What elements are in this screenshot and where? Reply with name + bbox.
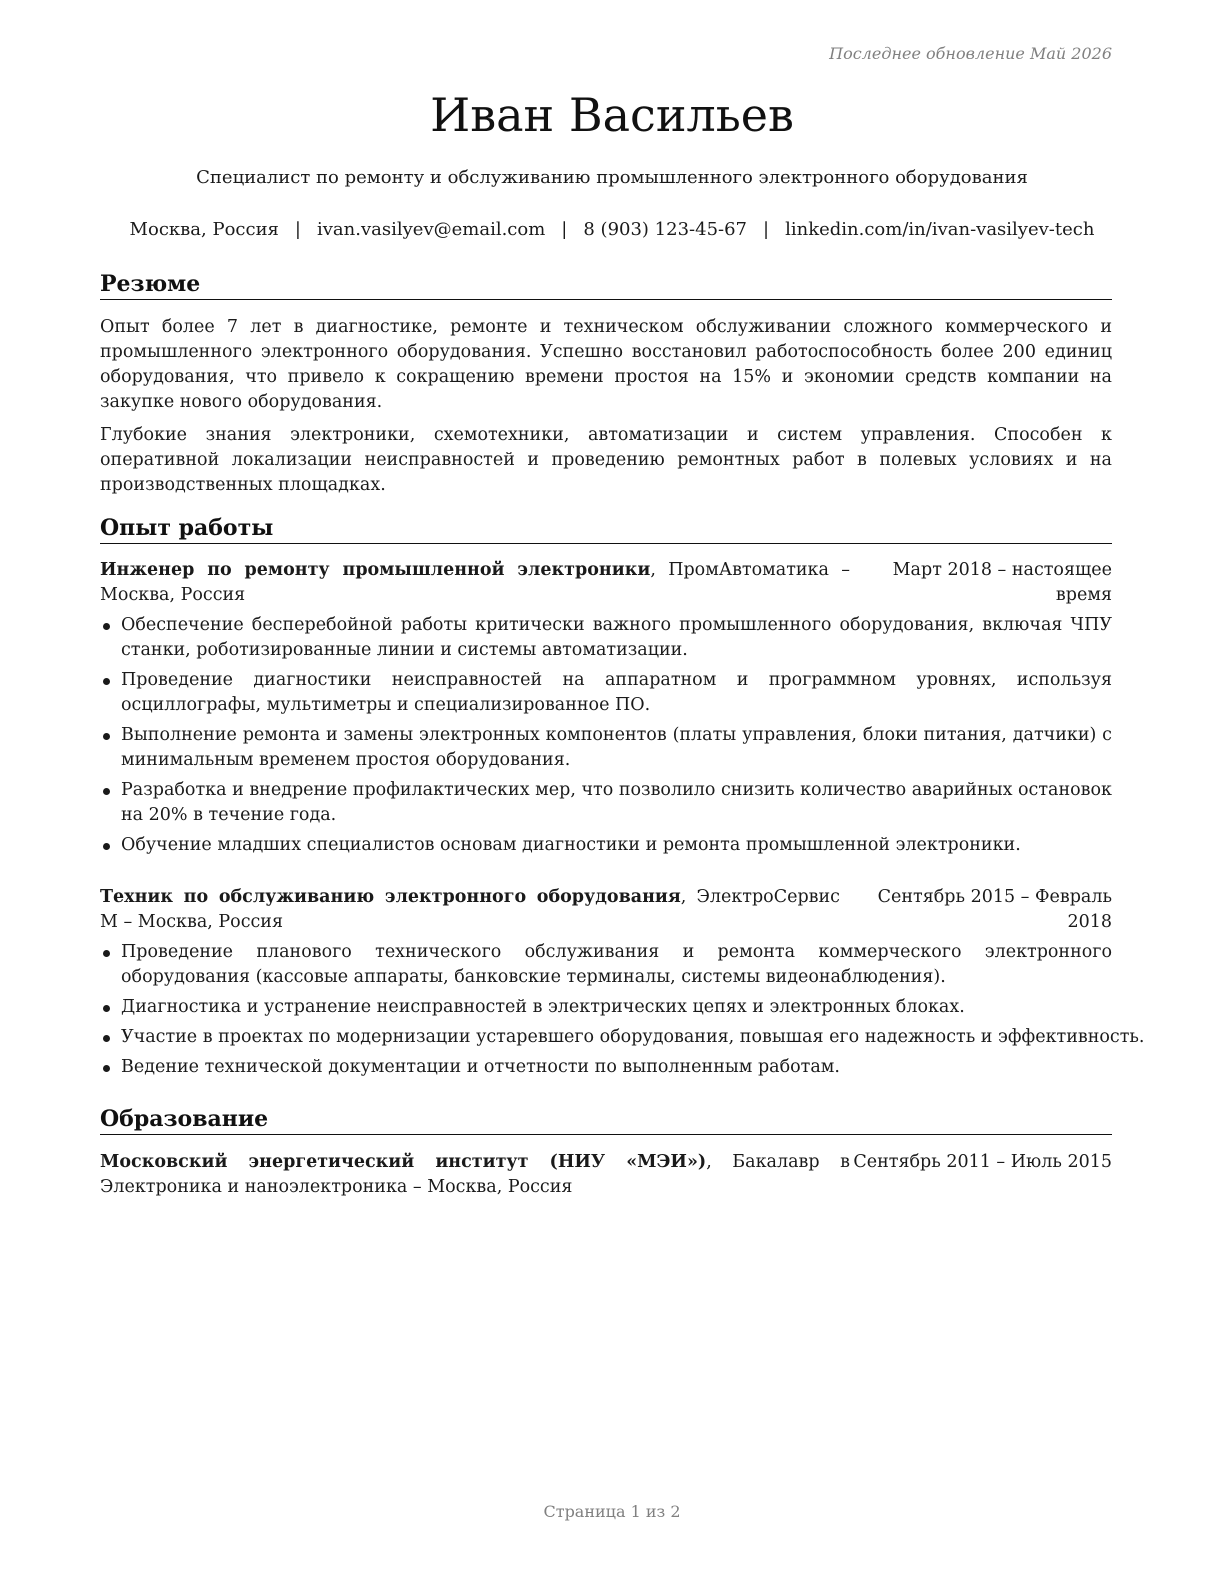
education-institution: Московский энергетический институт (НИУ «МЭИ») <box>100 1152 707 1172</box>
contact-separator: | <box>294 219 301 240</box>
job-header <box>100 885 1112 935</box>
list-item: Участие в проектах по модернизации устаревшего оборудования, повышая его надежность и эффективность. <box>100 1025 1116 1050</box>
summary-section <box>100 315 1112 498</box>
list-item: Диагностика и устранение неисправностей в электрических цепях и электронных блоках. <box>100 995 1112 1020</box>
list-item: Проведение планового технического обслуживания и ремонта коммерческого электронного оборудования (кассовые аппараты, банковские терминалы, системы видеонаблюдения). <box>100 940 1112 990</box>
education-title-line <box>100 1150 850 1200</box>
list-item: Обеспечение бесперебойной работы критически важного промышленного оборудования, включая ЧПУ станки, роботизированные линии и системы автоматизации. <box>100 613 1112 663</box>
contact-location: Москва, Россия <box>129 219 279 240</box>
education-dates: Сентябрь 2011 – Июль 2015 <box>853 1152 1112 1172</box>
summary-paragraph: Глубокие знания электроники, схемотехники, автоматизации и систем управления. Способен к оперативной локализации неисправностей и проведению ремонтных работ в полевых условиях и на производственных площадках. <box>100 425 1112 495</box>
education-details: , Бакалавр в Электроника и наноэлектроника – Москва, Россия <box>100 1152 850 1197</box>
job-dates: Сентябрь 2015 – Февраль 2018 <box>877 887 1112 932</box>
section-title-summary: Резюме <box>100 270 1112 300</box>
list-item: Выполнение ремонта и замены электронных компонентов (платы управления, блоки питания, датчики) с минимальным временем простоя оборудования. <box>100 723 1112 773</box>
job-entry <box>100 885 1145 1080</box>
contact-separator: | <box>763 219 770 240</box>
job-bullets <box>100 613 1112 858</box>
list-item: Обучение младших специалистов основам диагностики и ремонта промышленной электроники. <box>100 833 1112 858</box>
job-position: Инженер по ремонту промышленной электроники <box>100 560 651 580</box>
job-dates: Март 2018 – настоящее время <box>892 560 1112 605</box>
job-title-line <box>100 885 840 935</box>
job-header <box>100 558 1112 608</box>
contact-phone[interactable]: 8 (903) 123-45-67 <box>583 219 748 240</box>
job-position: Техник по обслуживанию электронного оборудования <box>100 887 681 907</box>
section-title-experience: Опыт работы <box>100 514 1112 544</box>
contact-line <box>0 219 1224 240</box>
page-number: Страница 1 из 2 <box>543 1502 681 1521</box>
job-company-location: , ПромАвтоматика – Москва, Россия <box>100 560 850 605</box>
summary-paragraph: Опыт более 7 лет в диагностике, ремонте и техническом обслуживании сложного коммерческого и промышленного электронного оборудования. Успешно восстановил работоспособность более 200 единиц оборудования, что привело к сокращению времени простоя на 15% и экономии средств компании на закупке нового оборудования. <box>100 317 1112 412</box>
job-entry <box>100 558 1112 858</box>
job-bullets <box>100 940 1145 1080</box>
contact-linkedin[interactable]: linkedin.com/in/ivan-vasilyev-tech <box>785 219 1095 240</box>
candidate-name: Иван Васильев <box>430 88 794 142</box>
job-title-line <box>100 558 850 608</box>
last-updated: Последнее обновление Май 2026 <box>829 44 1112 63</box>
section-title-education: Образование <box>100 1105 1112 1135</box>
contact-separator: | <box>561 219 568 240</box>
candidate-tagline: Специалист по ремонту и обслуживанию промышленного электронного оборудования <box>196 167 1028 188</box>
list-item: Разработка и внедрение профилактических мер, что позволило снизить количество аварийных остановок на 20% в течение года. <box>100 778 1112 828</box>
education-header <box>100 1150 1112 1200</box>
list-item: Ведение технической документации и отчетности по выполненным работам. <box>100 1055 1112 1080</box>
education-entry <box>100 1150 1112 1200</box>
list-item: Проведение диагностики неисправностей на аппаратном и программном уровнях, используя осциллографы, мультиметры и специализированное ПО. <box>100 668 1112 718</box>
contact-email[interactable]: ivan.vasilyev@email.com <box>317 219 546 240</box>
job-company-location: , ЭлектроСервис М – Москва, Россия <box>100 887 840 932</box>
